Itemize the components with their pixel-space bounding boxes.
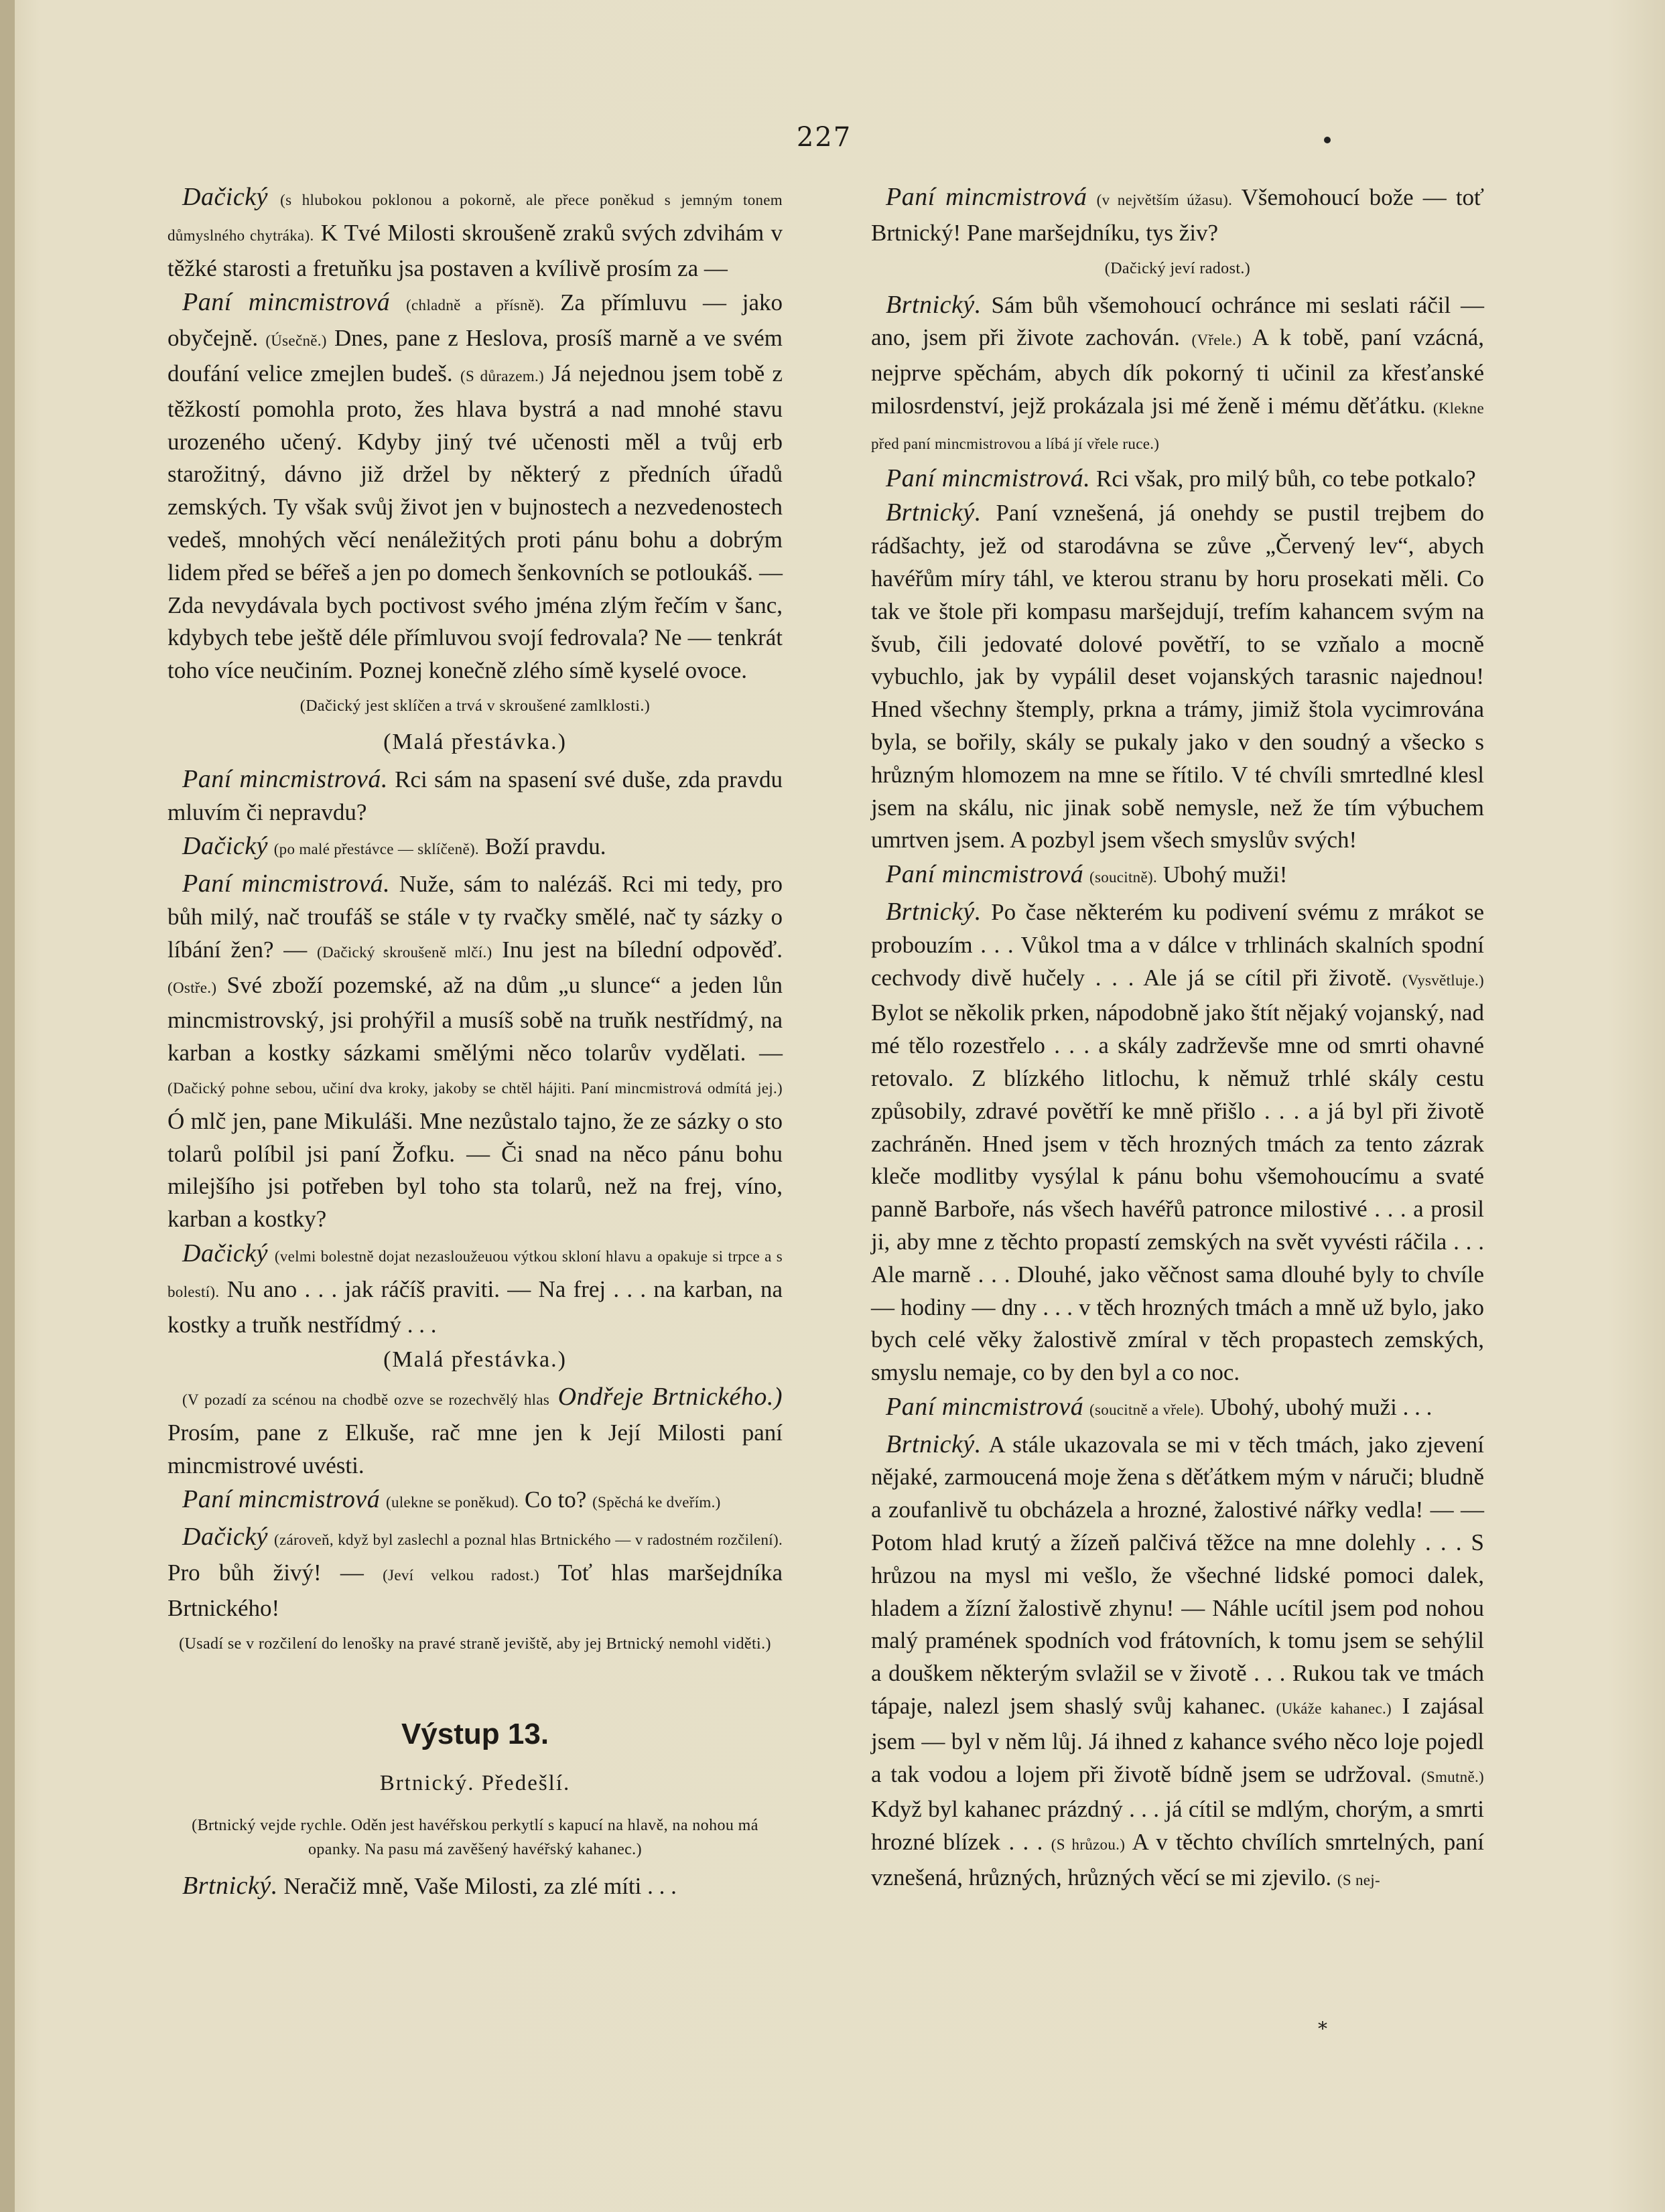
speech-brtnicky — [871, 496, 1484, 857]
speaker-name: Paní mincmistrová — [886, 860, 1084, 889]
stage-direction: (Spěchá ke dveřím.) — [592, 1494, 721, 1511]
speech-mincmistrova — [168, 868, 783, 1236]
ink-dot — [1324, 137, 1331, 143]
scene-characters: Brtnický. Předešlí. — [379, 1771, 571, 1795]
stage-note: (Usadí se v rozčilení do lenošky na pravé straně jeviště, aby jej Brtnický nemohl viděti.) — [179, 1635, 771, 1653]
speaker-name: Paní mincmistrová. — [182, 870, 391, 898]
stage-note: (Dačický jest sklíčen a trvá v skroušené zamlklosti.) — [299, 697, 651, 715]
stage-direction: (Dačický skroušeně mlčí.) — [316, 943, 492, 961]
scene-heading: Výstup 13. — [401, 1717, 549, 1750]
speech-text: Neračiž mně, Vaše Milosti, za zlé míti . . . — [277, 1872, 677, 1899]
page-number: 227 — [796, 122, 852, 153]
stage-direction: (S hrůzou.) — [1051, 1836, 1126, 1854]
pause-note: (Malá přestávka.) — [383, 1347, 567, 1373]
speech-mincmistrova — [871, 462, 1484, 496]
speech-dacicky — [168, 181, 783, 285]
speech-text: Boží pravdu. — [478, 833, 606, 860]
speech-text: Po čase některém ku podivení svému z mrákot se probouzím . . . Vůkol tma a v dálce v trhlinách skalních spodní cechvody divě hučely . . . Ale já se cítil při životě. — [871, 898, 1484, 991]
speech-text: A k tobě, paní vzácná, nejprve spěchám, abych dík pokorný ti učinil za křesťanské milosrdenství, jejž prokázala jsi mé ženě i mému děťátku. — [871, 324, 1484, 419]
speaker-name: Paní mincmistrová — [886, 183, 1087, 211]
offstage-voice — [168, 1381, 783, 1482]
speaker-name: Ondřeje Brtnického.) — [549, 1383, 783, 1411]
stage-direction: (v největším úžasu). — [1096, 192, 1233, 208]
speaker-name: Dačický — [182, 832, 268, 861]
stage-direction: (V pozadí za scénou na chodbě ozve se rozechvělý hlas — [182, 1391, 550, 1409]
speech-text: Bylot se několik prken, nápodobně jako štít nějaký vojanský, nad mé tělo rozestřelo . . . a skály zadrževše mne od smrti ohavné retovalo. Z blízkého litlochu, k němuž trhlé skály cestu způsobily, zdravé povětří ke mně přišlo . . . a já byl při životě zachráněn. Hned jsem v těch hrozných tmách za tento zázrak kleče modlitby vysýlal k pánu bohu všemohoucímu a svaté panně Barboře, nás všech havéřů patronce milostivé . . . a prosil ji, aby mne z těchto propastí zemských na svět vyvésti ráčila . . . Ale marně . . . Dlouhé, jako věčnost sama dlouhé byly to chvíle — hodiny — dny . . . v těch hrozných tmách a mně už bylo, jako bych celé věky žalostivě zmíral v těch propastech zemských, smyslu nemaje, co by den byl a co noc. — [871, 999, 1484, 1386]
speech-mincmistrova — [871, 181, 1484, 250]
left-column — [168, 180, 783, 1903]
speech-text: Ubohý muži! — [1157, 861, 1288, 888]
stage-direction: (po malé přestávce — sklíčeně). — [273, 841, 479, 858]
stage-direction: (Ukáže kahanec.) — [1276, 1700, 1392, 1718]
speaker-name: Paní mincmistrová. — [182, 764, 388, 793]
speech-text: Já nejednou jsem tobě z těžkostí pomohla proto, žes hlava bystrá a nad mnohé stavu urozeného učený. Kdyby jiný tvé učenosti měl a tvůj erb starožitný, dávno již držel by některý z předních úřadů zemských. Ty však svůj život jen v bujnostech a nezvedenostech vedeš, mnohých věcí nenáležitých proti pánu bohu a dobrým lidem před se béřeš a jen po domech šenkovních se potloukáš. — Zda nevydávala bych poctivost svého jména zlým řečím v šanc, kdybych tebe ještě déle přímluvou svojí fedrovala? Ne — tenkrát toho více neučiním. Poznej konečně zlého símě kyselé ovoce. — [168, 360, 783, 684]
speaker-name: Paní mincmistrová. — [886, 464, 1091, 492]
stage-direction: (Smutně.) — [1420, 1768, 1484, 1785]
speech-mincmistrova — [871, 1391, 1484, 1427]
speaker-name: Dačický — [182, 1523, 268, 1551]
stage-direction: (s hlubokou poklonou a pokorně, ale přece poněkud s jemným tonem důmyslného chytráka). — [168, 192, 783, 244]
stage-direction: (Vysvětluje.) — [1402, 971, 1484, 989]
speech-text: Své zboží pozemské, až na dům „u slunce“ a jeden lůn mincmistrovský, jsi prohýřil a musíš sobě na truňk nestřídmý, na karban a kostky sázkami smělými něco tolarův vydělati. — — [168, 971, 783, 1066]
stage-direction: (Ostře.) — [168, 979, 217, 996]
speech-text: I zajásal jsem — byl v něm lůj. Já ihned z kahance svého něco loje pojedl a tak vodou a lojem při životě bídně jsem se udržoval. — [871, 1693, 1484, 1787]
stage-direction: (ulekne se poněkud). — [385, 1494, 519, 1511]
speech-text: Inu jest na bílední odpověď. — [492, 936, 783, 963]
speech-mincmistrova — [168, 763, 783, 829]
speech-dacicky — [168, 1237, 783, 1341]
speaker-name: Paní mincmistrová — [886, 1392, 1084, 1421]
speech-text: A v těchto chvílích smrtelných, paní vznešená, hrůzných, hrůzných věcí se mi zjevilo. — [871, 1829, 1485, 1891]
speech-text: Paní vznešená, já onehdy se pustil trejbem do rádšachty, jež od starodávna se zůve „Červený lev“, abych havéřům míry táhl, ve kterou stranu by horu prosekati měli. Co tak ve štole při kompasu maršejdují, trefím kahancem svým na švub, čili jedovaté dolové povětří, to se vzňalo a mocně vybuchlo, jak by vypálil deset vojanských tarasnic najednou! Hned všechny štemply, prkna a trámy, jimiž štola vycimrována byla, se bořily, skály se pukaly jako v den soudný a všecko s hrůzným hlomozem na mne se řítilo. V té chvíli smrtedlné klesl jsem na skálu, nic jinak sobě nemysle, než že tím výbuchem umrtven jsem. A pozbyl jsem všech smyslův svých! — [871, 500, 1484, 853]
right-column — [871, 180, 1484, 1897]
speech-mincmistrova — [871, 858, 1484, 894]
stage-direction: (S důrazem.) — [460, 367, 544, 385]
speech-dacicky — [168, 830, 783, 866]
pause-note: (Malá přestávka.) — [383, 729, 567, 754]
speech-text: Všemohoucí bože — toť Brtnický! Pane maršejdníku, tys živ? — [871, 184, 1485, 246]
stage-direction: (Dačický pohne sebou, učiní dva kroky, jakoby se chtěl hájiti. Paní mincmistrová odmítá jej.) — [168, 1079, 783, 1097]
stage-direction: (soucitně). — [1089, 869, 1158, 886]
speaker-name: Brtnický. — [182, 1871, 278, 1900]
speech-brtnicky — [871, 289, 1484, 461]
stage-direction: (S nej- — [1337, 1872, 1380, 1889]
speech-brtnicky — [168, 1870, 783, 1903]
speaker-name: Brtnický. — [886, 290, 982, 319]
stage-direction: (Jeví velkou radost.) — [383, 1567, 539, 1584]
stage-direction: (chladně a přísně). — [406, 297, 545, 314]
speech-text: Toť hlas maršejdníka Brtnického! — [168, 1560, 783, 1621]
speech-text: Nuže, sám to nalézáš. Rci mi tedy, pro bůh milý, nač troufáš se stále v ty rvačky smělé, nač ty sázky o líbání žen? — — [168, 871, 783, 963]
stage-direction: (Vřele.) — [1191, 332, 1242, 349]
speech-text: Co to? — [519, 1487, 593, 1513]
speech-text: Nu ano . . . jak ráčíš praviti. — Na frej . . . na karban, na kostky a truňk nestřídmý . . . — [168, 1275, 783, 1338]
speaker-name: Paní mincmistrová — [182, 288, 391, 317]
speech-mincmistrova — [168, 286, 783, 687]
stage-note: (Dačický jeví radost.) — [1104, 259, 1251, 277]
speaker-name: Dačický — [182, 183, 268, 211]
speech-text: Když byl kahanec prázdný . . . já cítil se mdlým, chorým, a smrti hrozné blízek . . . — [871, 1796, 1484, 1856]
speech-text: Ó mlč jen, pane Mikuláši. Mne nezůstalo tajno, že ze sázky o sto tolarů políbil jsi paní Žofku. — Či snad na něco pánu bohu milejšího jsi potřeben byl toho sta tolarů, než na frej, víno, karban a kostky? — [168, 1107, 783, 1233]
stage-direction: (zároveň, když byl zaslechl a poznal hlas Brtnického — v radostném rozčilení). — [274, 1531, 783, 1549]
speech-mincmistrova — [168, 1483, 783, 1519]
speech-brtnicky — [871, 896, 1484, 1389]
speech-text: Rci sám na spasení své duše, zda pravdu mluvím či nepravdu? — [168, 766, 783, 825]
speech-text: Sám bůh všemohoucí ochránce mi seslati ráčil — ano, jsem při živote zachován. — [871, 291, 1484, 351]
page-binding-edge — [0, 0, 15, 2212]
speech-text: Za přímluvu — jako obyčejně. — [168, 289, 783, 352]
stage-direction: (soucitně a vřele). — [1089, 1401, 1205, 1418]
speech-text: Pro bůh živý! — — [168, 1560, 383, 1586]
page-end-mark: * — [1318, 2018, 1327, 2040]
stage-note: (Brtnický vejde rychle. Oděn jest havéřskou perkytlí s kapucí na hlavě, na nohou má opanky. Na pasu má zavěšený havéřský kahanec.) — [192, 1816, 758, 1858]
speech-text: K Tvé Milosti skroušeně zraků svých zdvihám v těžké starosti a fretuňku jsa postaven a kvílivě prosím za — — [168, 219, 783, 281]
speech-text: Ubohý, ubohý muži . . . — [1204, 1393, 1433, 1420]
speaker-name: Paní mincmistrová — [182, 1485, 381, 1514]
stage-direction: (Úsečně.) — [265, 332, 327, 350]
speech-text: Dnes, pane z Heslova, prosíš marně a ve svém doufání velice zmejlen budeš. — [168, 325, 783, 387]
speaker-name: Brtnický. — [886, 1430, 982, 1458]
speech-brtnicky — [871, 1428, 1484, 1897]
speech-text: Rci však, pro milý bůh, co tebe potkalo? — [1090, 465, 1476, 492]
speaker-name: Dačický — [182, 1239, 268, 1267]
speaker-name: Brtnický. — [886, 498, 982, 527]
speech-text: A stále ukazovala se mi v těch tmách, jako zjevení nějaké, zarmoucená moje žena s děťátkem mým v náruči; bludně a zoufanlivě tu obcházela a hrozné, žalostivé nářky vedla! — — Potom hlad krutý a žízeň palčivá těžce na mne dolehly . . . S hrůzou na mysl mi vešlo, že všechné lidské pomoci dalek, hladem a žízní žalostivě zhynu! — Náhle ucítil jsem pod nohou malý pramének spodních vod frátovních, k tomu jsem se sehýlil a douškem některým svlažil se v životě . . . Rukou tak ve tmách tápaje, nalezl jsem shaslý svůj kahanec. — [871, 1431, 1484, 1720]
stage-direction: (Klekne před paní mincmistrovou a líbá jí vřele ruce.) — [871, 399, 1484, 452]
speech-text: Prosím, pane z Elkuše, rač mne jen k Její Milosti paní mincmistrové uvésti. — [168, 1419, 783, 1478]
stage-direction: (velmi bolestně dojat nezasloužeuou výtkou skloní hlavu a opakuje si trpce a s bolestí). — [168, 1247, 783, 1300]
speaker-name: Brtnický. — [886, 897, 982, 926]
speech-dacicky — [168, 1521, 783, 1625]
